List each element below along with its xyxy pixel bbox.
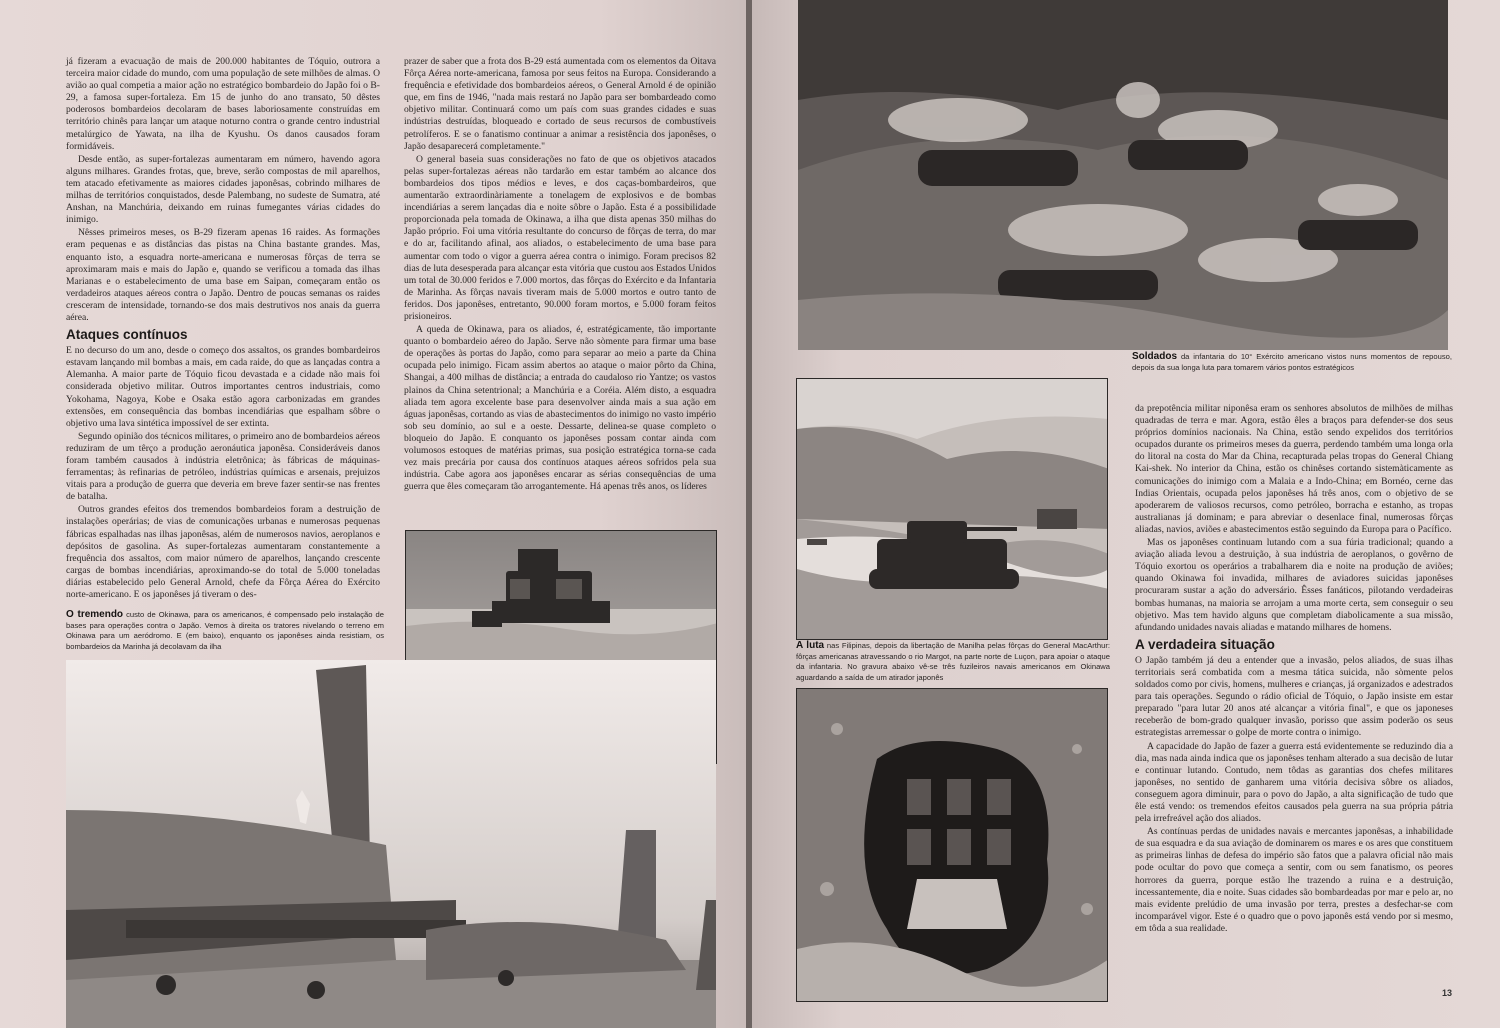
left-column-1: [66, 56, 380, 602]
right-page: [752, 0, 1500, 1028]
paragraph: já fizeram a evacuação de mais de 200.000 habitantes de Tóquio, outrora a terceira maior cidade do mundo, com uma população de sete milhões de almas. O avião ao qual competia a maior ação no estratégico bombardeio do Japão foi o B-29, a famosa super-fortaleza. Em 15 de junho do ano transato, 50 dêstes poderosos bombardeios decolaram de bases laboriosamente construídas em território chinês para lançar um ataque noturno contra o grande centro industrial metalúrgico de Yawata, na ilha de Kyushu. Os danos causados foram formidáveis.: [66, 56, 380, 152]
caption-text: da infantaria do 10° Exército americano vistos nuns momentos de repouso, depois da sua longa luta para tomarem vários pontos estratégicos: [1132, 352, 1452, 372]
river-tank-image: [797, 379, 1108, 640]
page-number: 13: [1442, 988, 1453, 998]
paragraph: Outros grandes efeitos dos tremendos bombardeios foram a destruição de instalações operárias; de vias de comunicações urbanas e numerosas pequenas fábricas espalhadas nas ilhas japonêsas, além de numerosos navios, aeroplanos e depósitos de gasolina. As super-fortalezas aumentaram constantemente a frequência dos assaltos, com maior número de aparelhos, lançando crescente cargas de bombas incendiárias, aproximando-se do total de 5.000 toneladas diárias estabelecido pelo General Arnold, chefe da Fôrça Aérea do Exército norte-americano. E os japonêses já tiveram o des-: [66, 504, 380, 601]
caption-lead: O tremendo: [66, 609, 124, 620]
caption-lead: A luta: [796, 640, 825, 651]
paragraph: Mas os japonêses continuam lutando com a sua fúria tradicional; quando a aviação aliada levou a destruição, à sua indústria de aeroplanos, o govêrno de Tóquio exortou os operários a trabalharem dia e noite na produção de aviões; quando Okinawa foi invadida, milhares de aviadores suicidas japonêses procuraram sustar a ação do adversário. Êsses fanáticos, pilotando verdadeiras bombas humanas, na maioria se arrojam a uma morte certa, sem conseguir o seu objetivo. Mas tem havido alguns que completam diabolicamente a sua missão, afundando unidades navais aliadas e matando milhares de homens.: [1135, 537, 1453, 633]
caption-text: nas Filipinas, depois da libertação de Manilha pelas fôrças do General MacArthur: fôrças americanas atravessando o rio Margot, na parte norte de Luçon, para apoiar o ataque da infantaria. No gravura abaixo vê-se três fuzileiros navais americanos em Okinawa aguardando a saída de um atirador japonês: [796, 641, 1110, 682]
paragraph: Nêsses primeiros meses, os B-29 fizeram apenas 16 raides. As formações eram pequenas e as distâncias das pistas na China bastante grandes. Mas, enquanto isto, a esquadra norte-americana e numerosas fôrças de terra se aproximaram mais e mais do Japão e, quando se verificou a tomada das ilhas Marianas e o estabelecimento de uma base em Saipan, começaram então os verdadeiros ataques aéreos contra o Japão. Dentro de poucas semanas os raides cresceram de intensidade, tornando-se dos mais destrutivos nos anais da guerra aérea.: [66, 227, 380, 323]
ruined-wall-image: [797, 689, 1108, 1002]
bombers-image: [66, 660, 716, 1028]
paragraph: A queda de Okinawa, para os aliados, é, estratégicamente, tão importante quanto o bombardeio aéreo do Japão. Serve não sòmente para firmar uma base de operações às portas do Japão, como para separar ao meio a parte da China ocupada pelo inimigo. Ficam assim abertos ao ataque o maior pôrto da China, Shangai, a 400 milhas de distância; a entrada do caudaloso rio Yantze; os vastos plainos da China setentrional; a Manchúria e a Coréia. Além disto, a esquadra aliada tem agora excelente base para desenvolver ainda mais a sua ação em águas japonêsas, cortando as vias de abastecimentos do inimigo no vasto império sob seu domínio, ao sul e a oeste. Dessarte, delinea-se quase completo o bloqueio do Japão. E conquanto os japonêses possam contar ainda com volumosos estoques de matérias primas, sua posição estratégica torna-se cada vez mais precária por causa dos contínuos ataques aéreos sofridos pela sua indústria. Cabe agora aos japonêses encarar as sérias consequências de uma guerra que êles começaram tão arrogantemente. Há apenas três anos, os líderes: [404, 324, 716, 493]
left-page: [0, 0, 748, 1028]
paragraph: O Japão também já deu a entender que a invasão, pelos aliados, de suas ilhas territoriais será combatida com a mesma tática suicida, não sòmente pelos soldados como por civis, homens, mulheres e crianças, já organizados e adestrados para tais operações. Segundo o rádio oficial de Tóquio, o Japão insiste em estar preparado "para lutar 20 anos até alcançar a vitória final", e que os japoneses receberão de bom-grado qualquer invasão, porisso que assim poderão os seus estrategistas arremessar o golpe de morte contra o inimigo.: [1135, 654, 1453, 739]
caption-fight: [796, 641, 1110, 683]
paragraph: da prepotência militar niponêsa eram os senhores absolutos de milhões de milhas quadradas de terra e mar. Agora, estão êles a braços para defender-se dos seus próprios domínios nacionais. Na China, estão sendo expelidos dos territórios ocupados durante os primeiros meses da guerra, perdendo também uma longa orla do litoral na costa do Mar da China, recapturada pelas tropas do General Chiang Kai-shek. No interior da China, estão os chinêses cortando sistemàticamente as comunicações do inimigo com a Malaia e a Indo-China; em Bornéo, cerne das Indias Orientais, ocupada pelos japonêses há três anos, com o objetivo de se apoderarem de valiosos recursos, como petróleo, borracha e estanho, as tropas australianas já dominam; e para abreviar o desenlace final, numerosas fôrças aliadas, navios, aviões e abastecimentos estão seguindo da Europa para o Pacífico.: [1135, 403, 1453, 535]
paragraph: Desde então, as super-fortalezas aumentaram em número, havendo agora alguns milhares. Grandes frotas, que, breve, serão compostas de mil aparelhos, tem atacado efetivamente as maiores cidades japonêsas, cobrindo milhares de milhas de territórios conquistados, desde Palembang, no sudeste de Sumatra, até Anshan, na Manchúria, deixando em ruinas fumegantes várias cidades do inimigo.: [66, 153, 380, 226]
soldiers-image: [798, 0, 1448, 350]
river-tank-photo: [796, 378, 1108, 640]
soldiers-photo: [798, 0, 1448, 350]
paragraph: E no decurso do um ano, desde o começo dos assaltos, os grandes bombardeiros estavam lançando mil bombas a mais, em cada raide, do que as lançadas contra a Alemanha. A maior parte de Tóquio ficou devastada e a cidade não mais foi considerada objetivo militar. Outros importantes centros industriais, como Yokohama, Nagoya, Kobe e Osaka estão agora carbonizadas em grandes extensões, em consequência das bombas incendiárias que espalham sôbre o objetivo uma lava sintética impossível de ser extinta.: [66, 345, 380, 429]
ruined-wall-photo: [796, 688, 1108, 1002]
bombers-photo: [66, 660, 716, 1028]
paragraph: O general baseia suas considerações no fato de que os objetivos atacados pelas super-fortalezas aéreas não tardarão em estar também ao alcance dos bombardeios dos tipos médios e leves, e dos caças-bombardeiros, que aumentarão extraordinàriamente a tonelagem de explosivos e de bombas incendiárias a serem lançadas dia e noite sôbre o Japão. Esta é a possibilidade proporcionada pela tomada de Okinawa, a ilha que dista apenas 350 milhas do Japão próprio. Foi uma vitória resultante do concurso de fôrças de terra, do mar e do ar, facilitando afinal, aos aliados, o estabelecimento de uma base para aumentar com todo o vigor a guerra aérea contra o inimigo. Foram precisos 82 dias de luta desesperada para alcançar esta vitória que custou aos Estados Unidos um total de 30.000 feridos e 7.000 mortos, das fôrças do Exército e da Infantaria de Marinha. As fôrças navais tiveram mais de 5.000 mortos e outro tanto de feridos. Dos japonêses, entretanto, 90.000 foram mortos, e 5.000 foram feitos prisioneiros.: [404, 153, 716, 322]
paragraph: A capacidade do Japão de fazer a guerra está evidentemente se reduzindo dia a dia, mas nada ainda indica que os japonêses tenham alterado a sua decisão de lutar e continuar lutando. Contudo, nem tôdas as garantias dos chefes militares japonêses, no sentido de ganharem uma vitória decisiva sôbre os aliados, conseguem agora diminuir, para o povo do Japão, a alta significação de tudo que êle está vendo: os tremendos efeitos causados pela guerra na sua própria pátria pela irrefreável ação dos aliados.: [1135, 740, 1453, 825]
section-heading-ataques: Ataques contínuos: [66, 327, 188, 343]
paragraph: prazer de saber que a frota dos B-29 está aumentada com os elementos da Oitava Fôrça Aérea norte-americana, famosa por seus feitos na Europa. Considerando a frequência e efetividade dos bombardeios aéreos, o General Arnold é de opinião que, em fins de 1946, "nada mais restará no Japão para ser bombardeado como objetivo militar. Continuará como um país com suas grandes cidades e suas indústrias destruídas, bloqueado e cortado de seus recursos de combustíveis petrolíferos. E se o fanatismo continuar a animar a resistência dos japonêses, o Japão desaparecerá completamente.": [404, 56, 716, 152]
paragraph: As contínuas perdas de unidades navais e mercantes japonêsas, a inhabilidade de sua esquadra e da sua aviação de dominarem os mares e os ares que constituem as primeiras linhas de defesa do império são fatos que a palavra oficial não mais pode ocultar do povo que começa a sentir, com ou sem fanatismo, os peores horrores da guerra, porque estão lhe trazendo a ruina e a destruição, incessantemente, dia e noite. Suas cidades são bombardeadas por mar e pelo ar, no mais evidente prelúdio de uma invasão por terra, prestes a desfechar-se com incomparável vigor. Este é o quadro que o povo japonês está vendo por si mesmo, em tôda a sua realidade.: [1135, 826, 1453, 934]
caption-text: custo de Okinawa, para os americanos, é compensado pelo instalação de bases para operações contra o Japão. Vemos à direita os tratores nivelando o terreno em Okinawa para um aeródromo. E (em baixo), enquanto os japonêses ainda resistiam, os bombardeios da Marinha já decolavam da ilha: [66, 610, 384, 651]
caption-lead: Soldados: [1132, 351, 1178, 362]
caption-okinawa: [66, 610, 384, 652]
left-column-2: [404, 56, 716, 494]
right-column: [1135, 403, 1453, 936]
section-heading-situacao: A verdadeira situação: [1135, 636, 1275, 652]
caption-soldiers: [1132, 352, 1452, 373]
paragraph: Segundo opinião dos técnicos militares, o primeiro ano de bombardeios aéreos reduziram de um têrço a produção aeronáutica japonêsa. Consideráveis danos foram também causados à indústria eletrônica; às fábricas de máquinas-ferramentas; às refinarias de petróleo, indústrias químicas e arsenais, prejuizos vitais para a produção de guerra que deveria em breve fazer sentir-se nas frentes de batalha.: [66, 430, 380, 503]
